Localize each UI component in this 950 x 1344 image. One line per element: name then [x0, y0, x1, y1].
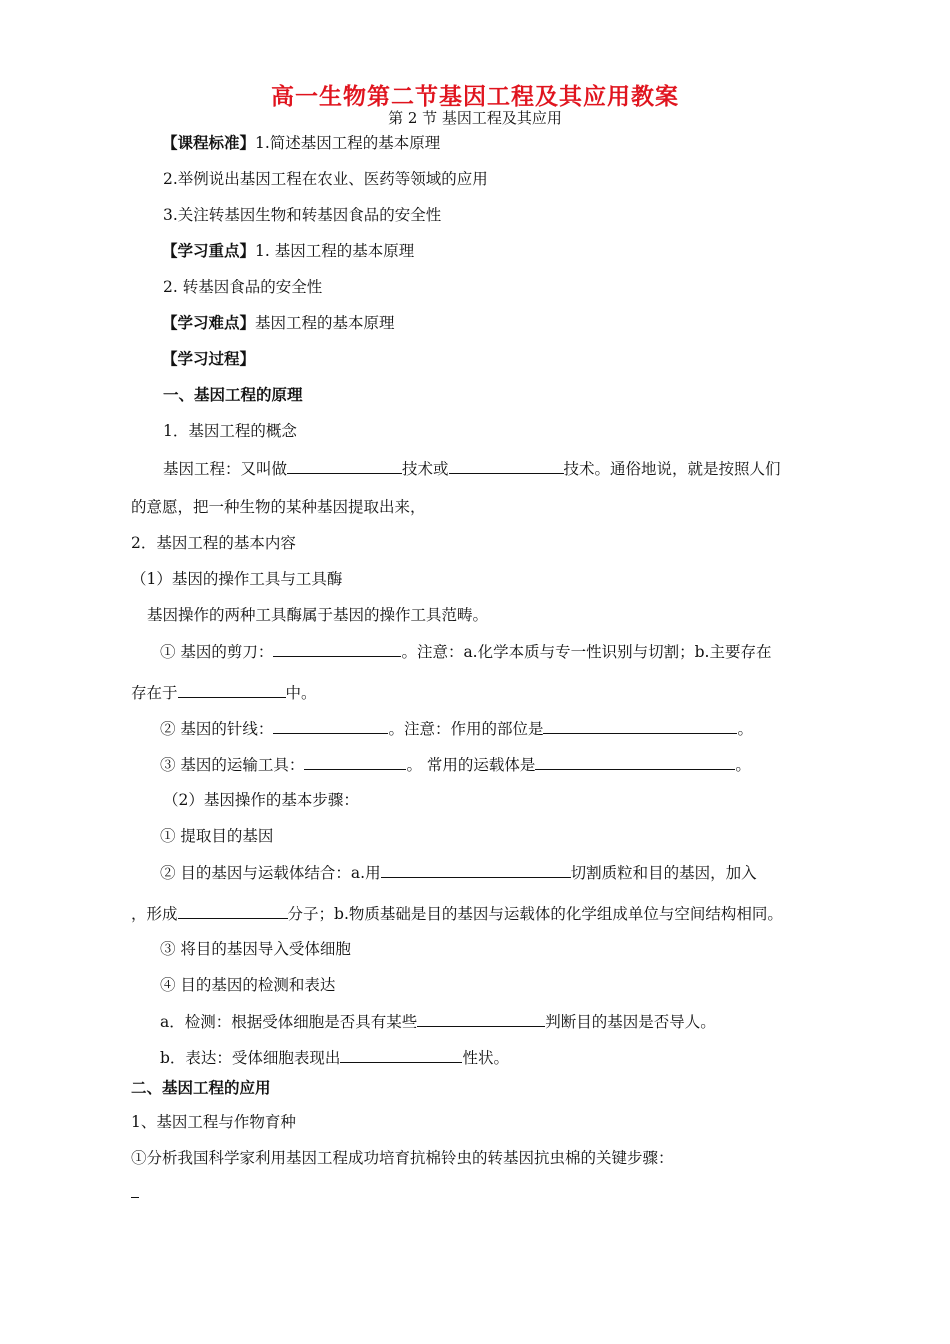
definition-text-a: 基因工程：又叫做: [163, 460, 288, 478]
blank-restriction-enzyme: [381, 862, 571, 878]
expression-line: [160, 1047, 509, 1068]
key-point-line: [162, 241, 414, 261]
key-point-tag: 【学习重点】: [162, 242, 256, 260]
tool-vector-label: ③ 基因的运输工具：: [160, 756, 305, 774]
blank-scissors-location: [178, 682, 286, 698]
crop-breeding-heading: 1、基因工程与作物育种: [131, 1113, 296, 1131]
insect-resistant-cotton-question: ①分析我国科学家利用基因工程成功培育抗棉铃虫的转基因抗虫棉的关键步骤：: [131, 1149, 674, 1167]
blank-common-vector: [535, 754, 735, 770]
definition-text-c: 技术。通俗地说，就是按照人们: [563, 460, 781, 478]
step-2-text-a: ② 目的基因与运载体结合：a.用: [160, 864, 381, 882]
blank-technique-2: [449, 458, 564, 474]
difficulty-1: 基因工程的基本原理: [255, 314, 395, 332]
tool-needle-note: 。注意：作用的部位是: [388, 720, 544, 738]
blank-expression: [340, 1047, 462, 1063]
detection-line: [160, 1011, 716, 1032]
blank-scissors: [273, 641, 401, 657]
step-4: ④ 目的基因的检测和表达: [160, 976, 336, 994]
process-tag: 【学习过程】: [162, 350, 256, 368]
tool-scissors-note: 。注意：a.化学本质与专一性识别与切割；b.主要存在: [401, 643, 772, 661]
difficulty-line: [162, 313, 395, 333]
section-1-heading: 一、基因工程的原理: [163, 386, 303, 404]
tool-scissors-location-b: 中。: [285, 684, 317, 702]
tool-scissors-location-line: [131, 682, 317, 703]
tool-scissors-label: ① 基因的剪刀：: [160, 643, 274, 661]
blank-technique-1: [287, 458, 402, 474]
step-2-continuation: [131, 903, 783, 924]
step-2-text-d: 分子；b.物质基础是目的基因与运载体的化学组成单位与空间结构相同。: [287, 905, 783, 923]
concept-heading: 1．基因工程的概念: [163, 422, 297, 440]
difficulty-tag: 【学习难点】: [162, 314, 256, 332]
expression-text-a: b．表达：受体细胞表现出: [160, 1049, 341, 1067]
blank-recombinant: [178, 903, 288, 919]
curriculum-standard-tag: 【课程标准】: [162, 134, 256, 152]
definition-text-b: 技术或: [402, 460, 449, 478]
tool-needle-line: [160, 718, 753, 739]
tool-vector-note: 。 常用的运载体是: [406, 756, 536, 774]
tool-needle-end: 。: [737, 720, 753, 738]
step-3: ③ 将目的基因导入受体细胞: [160, 940, 351, 958]
blank-needle: [273, 718, 388, 734]
step-2-text-c: ，形成: [131, 905, 178, 923]
step-2-line: [160, 862, 757, 883]
tools-heading: （1）基因的操作工具与工具酶: [131, 570, 343, 588]
curriculum-standard-1: 1.简述基因工程的基本原理: [255, 134, 441, 152]
tool-vector-line: [160, 754, 751, 775]
step-1: ① 提取目的基因: [160, 827, 274, 845]
tool-needle-label: ② 基因的针线：: [160, 720, 274, 738]
definition-continuation: 的意愿，把一种生物的某种基因提取出来，: [131, 498, 426, 516]
steps-heading: （2）基因操作的基本步骤：: [163, 791, 359, 809]
tool-scissors-line: [160, 641, 771, 662]
document-title: 高一生物第二节基因工程及其应用教案: [271, 84, 679, 110]
answer-blank-start: [131, 1197, 139, 1198]
curriculum-standard-3: 3.关注转基因生物和转基因食品的安全性: [163, 206, 442, 224]
expression-text-b: 性状。: [462, 1049, 509, 1067]
section-2-heading: 二、基因工程的应用: [131, 1079, 271, 1097]
key-point-1: 1. 基因工程的基本原理: [255, 242, 415, 260]
detection-text-a: a．检测：根据受体细胞是否具有某些: [160, 1013, 418, 1031]
tool-vector-end: 。: [735, 756, 751, 774]
blank-vector: [304, 754, 406, 770]
step-2-text-b: 切割质粒和目的基因，加入: [570, 864, 757, 882]
blank-needle-site: [543, 718, 737, 734]
detection-text-b: 判断目的基因是否导人。: [545, 1013, 716, 1031]
tool-scissors-location-a: 存在于: [131, 684, 178, 702]
definition-line: [163, 458, 781, 479]
curriculum-standard-2: 2.举例说出基因工程在农业、医药等领域的应用: [163, 170, 488, 188]
blank-detection: [417, 1011, 545, 1027]
tools-description: 基因操作的两种工具酶属于基因的操作工具范畴。: [147, 606, 489, 624]
curriculum-standard-line: [162, 133, 440, 153]
content-heading: 2．基因工程的基本内容: [131, 534, 296, 552]
key-point-2: 2. 转基因食品的安全性: [163, 278, 323, 296]
section-subtitle: 第 2 节 基因工程及其应用: [388, 109, 562, 127]
